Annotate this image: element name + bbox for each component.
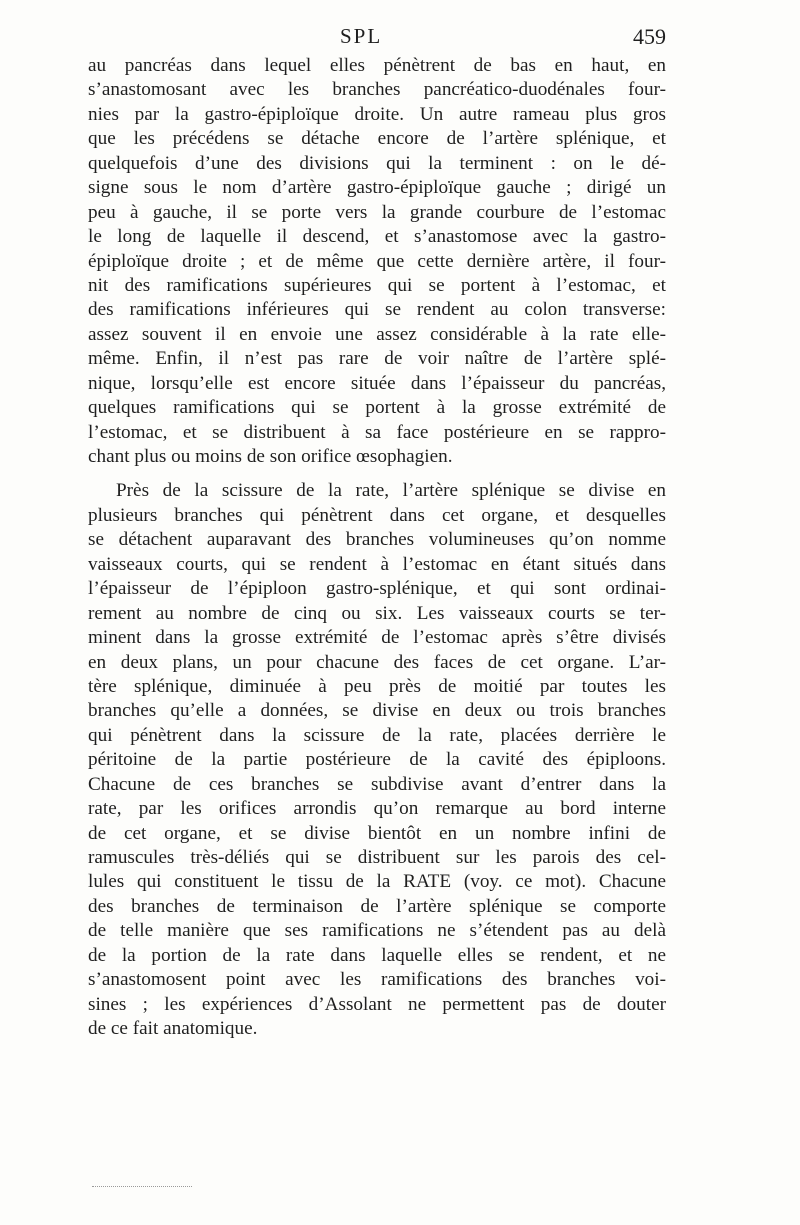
- text-line: en deux plans, un pour chacune des faces de cet organe. L’ar-: [88, 651, 666, 673]
- text-line: Près de la scissure de la rate, l’artère splénique se divise en: [116, 480, 666, 502]
- text-line: peu à gauche, il se porte vers la grande courbure de l’estomac: [88, 201, 666, 223]
- text-line: même. Enfin, il n’est pas rare de voir naître de l’artère splé-: [88, 348, 666, 370]
- text-line: signe sous le nom d’artère gastro-épiploïque gauche ; dirigé un: [88, 177, 666, 199]
- text-line: s’anastomosant avec les branches pancréatico-duodénales four-: [88, 79, 666, 101]
- text-line: de ce fait anatomique.: [88, 1018, 258, 1040]
- paragraph-gap: [88, 469, 666, 479]
- bottom-margin-marks: [92, 1186, 192, 1187]
- page-header: [88, 24, 666, 54]
- text-line: assez souvent il en envoie une assez considérable à la rate elle-: [88, 323, 666, 345]
- text-line: que les précédens se détache encore de l’artère splénique, et: [88, 128, 666, 150]
- paragraph-1: [88, 54, 666, 469]
- text-line: ramuscules très-déliés qui se distribuent sur les parois des cel-: [88, 847, 666, 868]
- text-line: nit des ramifications supérieures qui se portent à l’estomac, et: [88, 274, 666, 296]
- text-line: l’épaisseur de l’épiploon gastro-splénique, et qui sont ordinai-: [88, 578, 666, 600]
- text-line: sines ; les expériences d’Assolant ne permettent pas de douter: [88, 993, 666, 1015]
- text-line: Chacune de ces branches se subdivise avant d’entrer dans la: [88, 773, 666, 795]
- text-line: minent dans la grosse extrémité de l’estomac après s’être divisés: [88, 627, 666, 649]
- text-line: branches qu’elle a données, se divise en deux ou trois branches: [88, 700, 666, 722]
- text-line: chant plus ou moins de son orifice œsophagien.: [88, 446, 453, 467]
- text-line: des branches de terminaison de l’artère splénique se comporte: [88, 895, 666, 917]
- paragraph-2: [88, 479, 666, 1041]
- page-number: 459: [633, 24, 666, 49]
- text-line: s’anastomosent point avec les ramifications des branches voi-: [88, 969, 666, 991]
- text-line: rement au nombre de cinq ou six. Les vaisseaux courts se ter-: [88, 602, 666, 624]
- text-line: lules qui constituent le tissu de la RATE (voy. ce mot). Chacune: [88, 871, 666, 893]
- text-line: de telle manière que ses ramifications ne s’étendent pas au delà: [88, 920, 666, 942]
- text-line: épiploïque droite ; et de même que cette dernière artère, il four-: [88, 250, 666, 272]
- text-line: de cet organe, et se divise bientôt en un nombre infini de: [88, 822, 666, 844]
- text-line: péritoine de la partie postérieure de la cavité des épiploons.: [88, 749, 666, 771]
- text-line: des ramifications inférieures qui se rendent au colon transverse:: [88, 299, 666, 321]
- text-line: qui pénètrent dans la scissure de la rate, placées derrière le: [88, 724, 666, 746]
- text-line: plusieurs branches qui pénètrent dans cet organe, et desquelles: [88, 504, 666, 526]
- text-line: au pancréas dans lequel elles pénètrent de bas en haut, en: [88, 55, 666, 76]
- text-line: se détachent auparavant des branches volumineuses qu’on nomme: [88, 529, 666, 551]
- text-line: nique, lorsqu’elle est encore située dans l’épaisseur du pancréas,: [88, 372, 666, 394]
- text-line: l’estomac, et se distribuent à sa face postérieure en se rappro-: [88, 421, 666, 443]
- text-line: rate, par les orifices arrondis qu’on remarque au bord interne: [88, 798, 666, 820]
- text-line: vaisseaux courts, qui se rendent à l’estomac en étant situés dans: [88, 553, 666, 575]
- text-line: de la portion de la rate dans laquelle elles se rendent, et ne: [88, 944, 666, 966]
- text-line: tère splénique, diminuée à peu près de moitié par toutes les: [88, 675, 666, 697]
- running-head: SPL: [340, 24, 383, 48]
- body-text: [88, 54, 666, 1042]
- text-line: nies par la gastro-épiploïque droite. Un autre rameau plus gros: [88, 103, 666, 125]
- text-line: quelques ramifications qui se portent à la grosse extrémité de: [88, 397, 666, 419]
- text-line: le long de laquelle il descend, et s’anastomose avec la gastro-: [88, 226, 666, 248]
- text-line: quelquefois d’une des divisions qui la terminent : on le dé-: [88, 152, 666, 174]
